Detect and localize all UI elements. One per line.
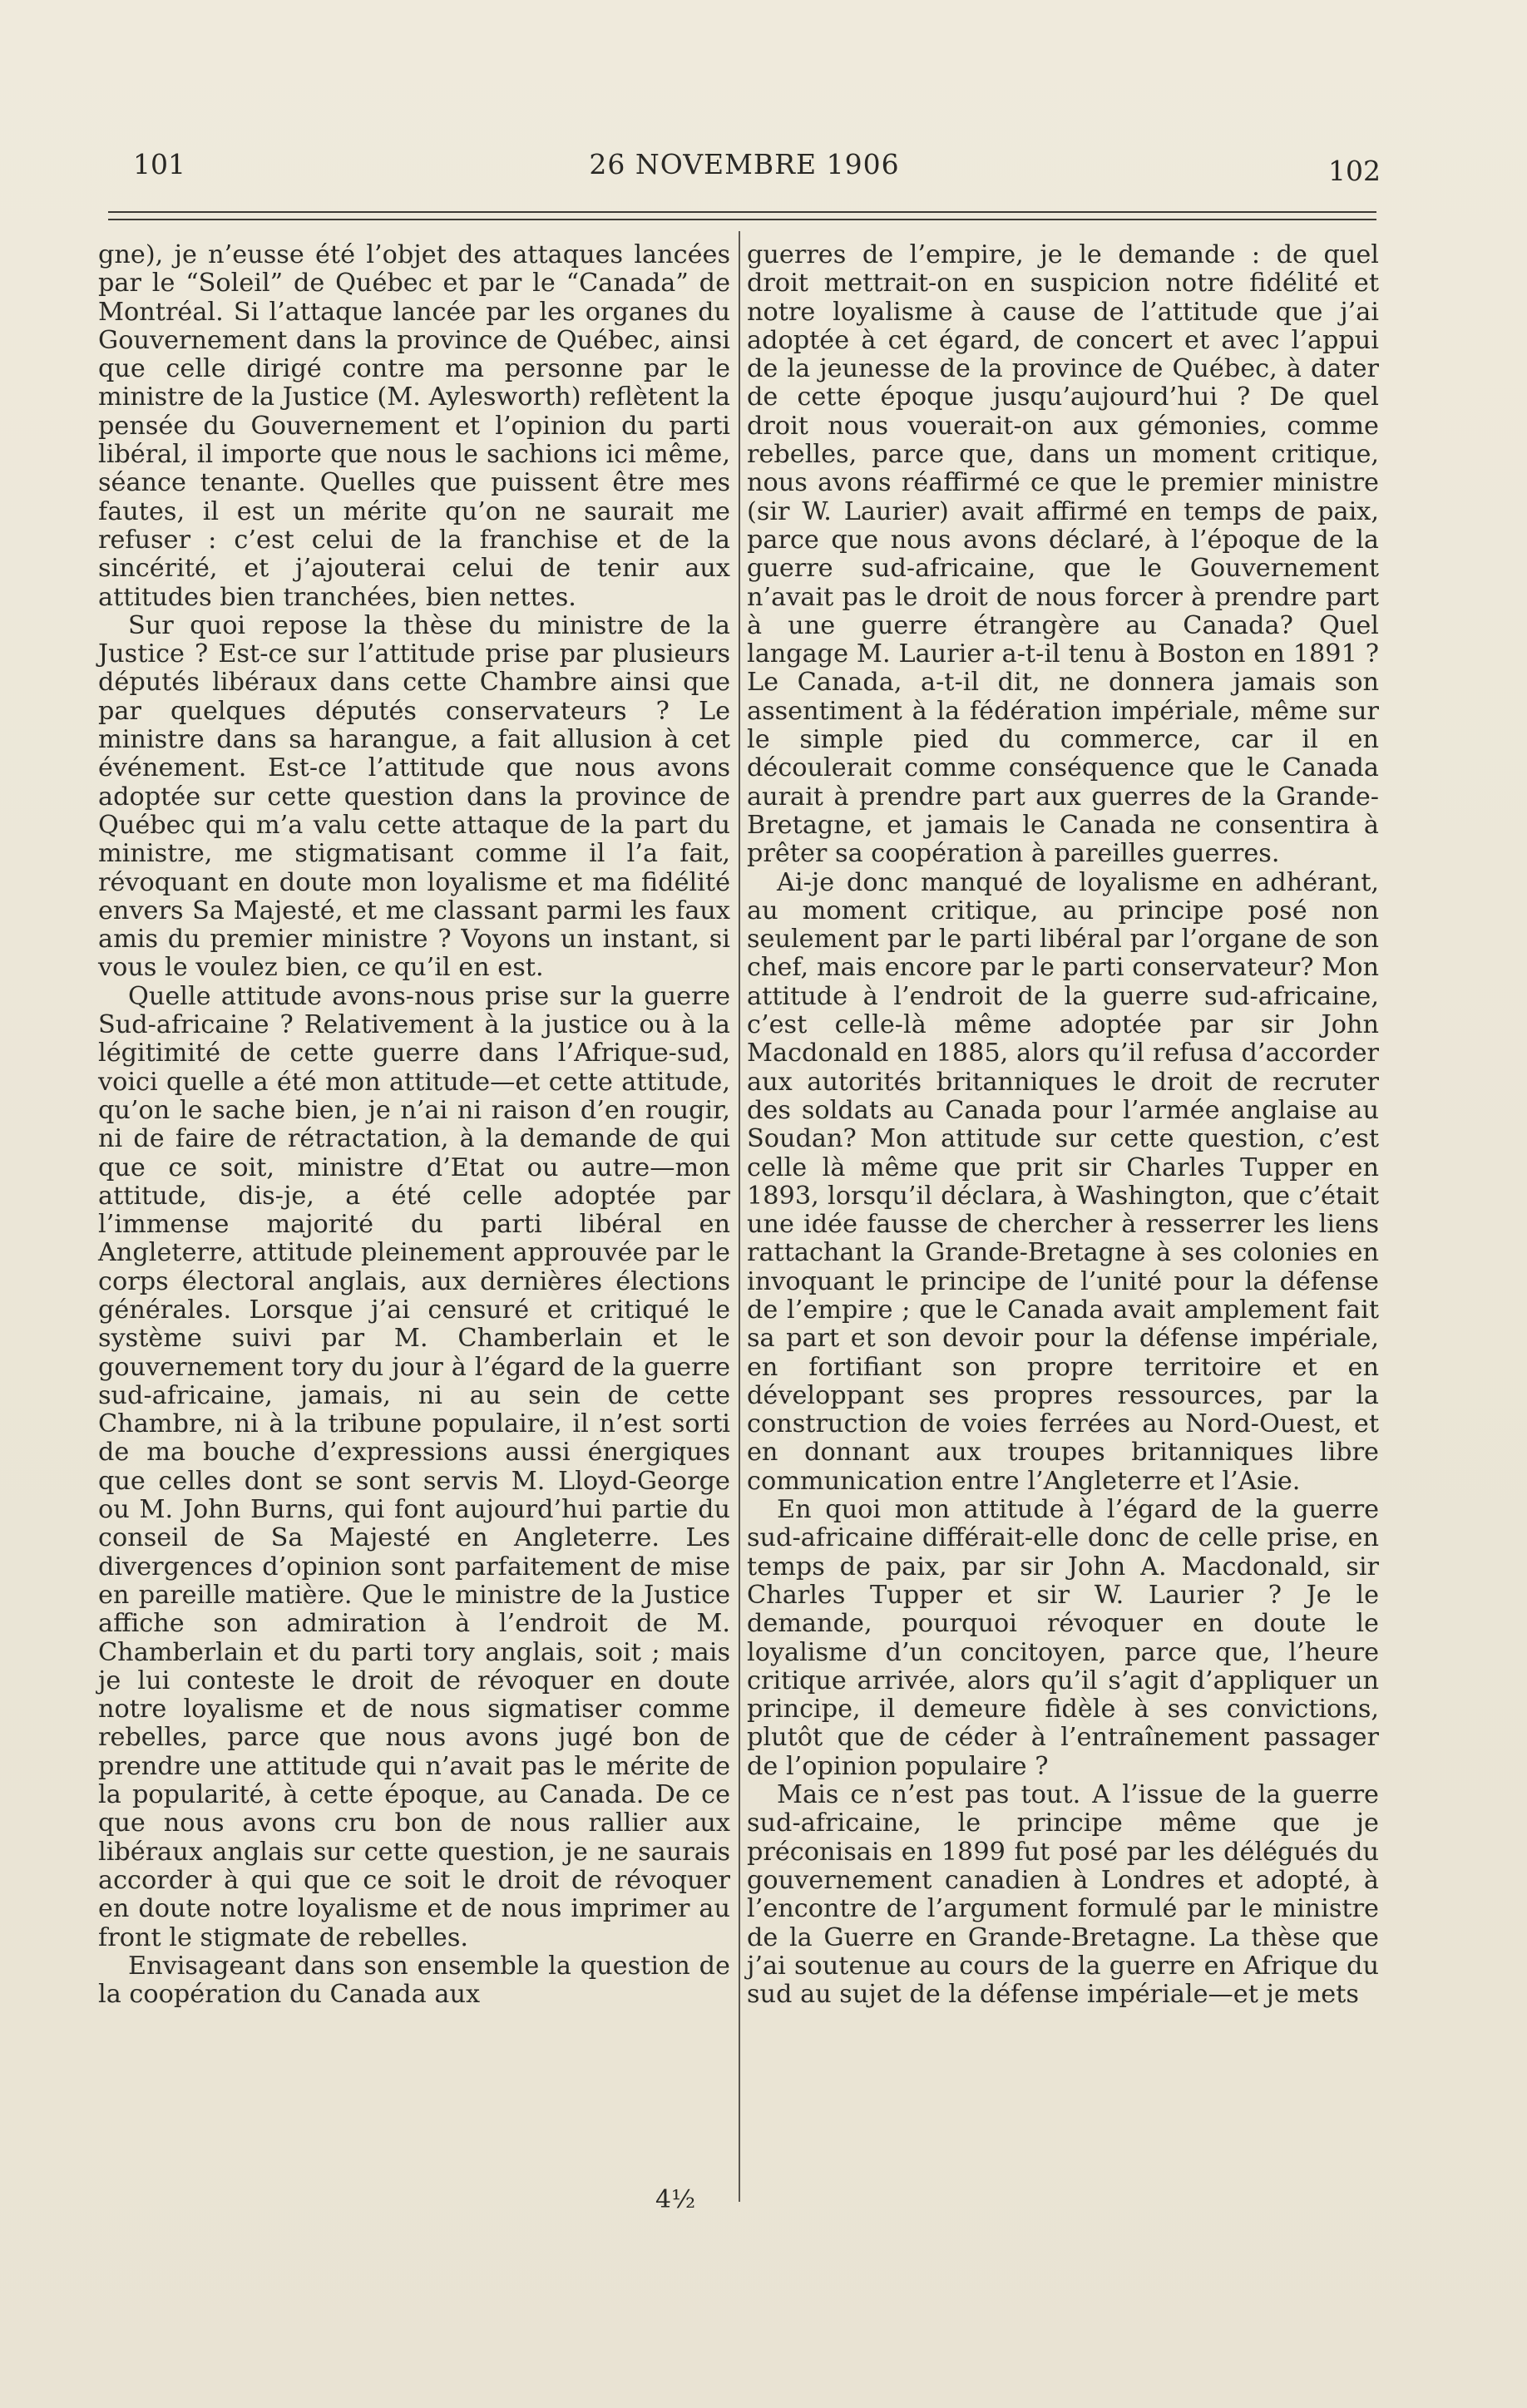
left-page-number: 101: [133, 148, 185, 180]
right-column: [747, 241, 1379, 2009]
header-rule: [108, 211, 1376, 220]
paragraph: Mais ce n’est pas tout. A l’issue de la guerre sud-africaine, le principe même que je préconisais en 1899 fut posé par les délégués du gouvernement canadien à Londres et adopté, à l’encontre de l’argument formulé par le ministre de la Guerre en Grande-Bretagne. La thèse que j’ai soutenue au cours de la guerre en Afrique du sud au sujet de la défense impériale—et je mets: [747, 1780, 1379, 2010]
paragraph: Envisageant dans son ensemble la question de la coopération du Canada aux: [98, 1951, 730, 2010]
paragraph: Quelle attitude avons-nous prise sur la guerre Sud-africaine ? Relativement à la justice ou à la légitimité de cette guerre dans l’Afrique-sud, voici quelle a été mon attitude—et cette attitude, qu’on le sache bien, je n’ai ni raison d’en rougir, ni de faire de rétractation, à la demande de qui que ce soit, ministre d’Etat ou autre—mon attitude, dis-je, a été celle adoptée par l’immense majorité du parti libéral en Angleterre, attitude pleinement approuvée par le corps électoral anglais, aux dernières élections générales. Lorsque j’ai censuré et critiqué le système suivi par M. Chamberlain et le gouvernement tory du jour à l’égard de la guerre sud-africaine, jamais, ni au sein de cette Chambre, ni à la tribune populaire, il n’est sorti de ma bouche d’expressions aussi énergiques que celles dont se sont servis M. Lloyd-George ou M. John Burns, qui font aujourd’hui partie du conseil de Sa Majesté en Angleterre. Les divergences d’opinion sont parfaitement de mise en pareille matière. Que le ministre de la Justice affiche son admiration à l’endroit de M. Chamberlain et du parti tory anglais, soit ; mais je lui conteste le droit de révoquer en doute notre loyalisme et de nous sigmatiser comme rebelles, parce que nous avons jugé bon de prendre une attitude qui n’avait pas le mérite de la popularité, à cette époque, au Canada. De ce que nous avons cru bon de nous rallier aux libéraux anglais sur cette question, je ne saurais accorder à qui que ce soit le droit de révoquer en doute notre loyalisme et de nous imprimer au front le stigmate de rebelles.: [98, 981, 730, 1952]
right-page-number: 102: [1328, 155, 1381, 187]
left-column: [98, 241, 730, 2009]
paragraph: Sur quoi repose la thèse du ministre de la Justice ? Est-ce sur l’attitude prise par plusieurs députés libéraux dans cette Chambre ainsi que par quelques députés conservateurs ? Le ministre dans sa harangue, a fait allusion à cet événement. Est-ce l’attitude que nous avons adoptée sur cette question dans la province de Québec qui m’a valu cette attaque de la part du ministre, me stigmatisant comme il l’a fait, révoquant en doute mon loyalisme et ma fidélité envers Sa Majesté, et me classant parmi les faux amis du premier ministre ? Voyons un instant, si vous le voulez bien, ce qu’il en est.: [98, 610, 730, 983]
signature-mark: 4½: [655, 2185, 696, 2214]
paragraph: Ai-je donc manqué de loyalisme en adhérant, au moment critique, au principe posé non seulement par le parti libéral par l’organe de son chef, mais encore par le parti conservateur? Mon attitude à l’endroit de la guerre sud-africaine, c’est celle-là même adoptée par sir John Macdonald en 1885, alors qu’il refusa d’accorder aux autorités britanniques le droit de recruter des soldats au Canada pour l’armée anglaise au Soudan? Mon attitude sur cette question, c’est celle là même que prit sir Charles Tupper en 1893, lorsqu’il déclara, à Washington, que c’était une idée fausse de chercher à resserrer les liens rattachant la Grande-Bretagne à ses colonies en invoquant le principe de l’unité pour la défense de l’empire ; que le Canada avait amplement fait sa part et son devoir pour la défense impériale, en fortifiant son propre territoire et en développant ses propres ressources, par la construction de voies ferrées au Nord-Ouest, et en donnant aux troupes britanniques libre communication entre l’Angleterre et l’Asie.: [747, 867, 1379, 1496]
page-header: [100, 148, 1389, 190]
paragraph: En quoi mon attitude à l’égard de la guerre sud-africaine différait-elle donc de celle prise, en temps de paix, par sir John A. Macdonald, sir Charles Tupper et sir W. Laurier ? Je le demande, pourquoi révoquer en doute le loyalisme d’un concitoyen, parce que, l’heure critique arrivée, alors qu’il s’agit d’appliquer un principe, il demeure fidèle à ses convictions, plutôt que de céder à l’entraînement passager de l’opinion populaire ?: [747, 1495, 1379, 1781]
column-divider: [739, 231, 740, 2202]
paragraph: gne), je n’eusse été l’objet des attaques lancées par le “Soleil” de Québec et par le “Canada” de Montréal. Si l’attaque lancée par les organes du Gouvernement dans la province de Québec, ainsi que celle dirigé contre ma personne par le ministre de la Justice (M. Aylesworth) reflètent la pensée du Gouvernement et l’opinion du parti libéral, il importe que nous le sachions ici même, séance tenante. Quelles que puissent être mes fautes, il est un mérite qu’on ne saurait me refuser : c’est celui de la franchise et de la sincérité, et j’ajouterai celui de tenir aux attitudes bien tranchées, bien nettes.: [98, 240, 730, 612]
header-date: 26 NOVEMBRE 1906: [589, 148, 900, 180]
paragraph: guerres de l’empire, je le demande : de quel droit mettrait-on en suspicion notre fidélité et notre loyalisme à cause de l’attitude que j’ai adoptée à cet égard, de concert et avec l’appui de la jeunesse de la province de Québec, à dater de cette époque jusqu’aujourd’hui ? De quel droit nous vouerait-on aux gémonies, comme rebelles, parce que, dans un moment critique, nous avons réaffirmé ce que le premier ministre (sir W. Laurier) avait affirmé en temps de paix, parce que nous avons déclaré, à l’époque de la guerre sud-africaine, que le Gouvernement n’avait pas le droit de nous forcer à prendre part à une guerre étrangère au Canada? Quel langage M. Laurier a-t-il tenu à Boston en 1891 ? Le Canada, a-t-il dit, ne donnera jamais son assentiment à la fédération impériale, même sur le simple pied du commerce, car il en découlerait comme conséquence que le Canada aurait à prendre part aux guerres de la Grande-Bretagne, et jamais le Canada ne consentira à prêter sa coopération à pareilles guerres.: [747, 240, 1379, 869]
